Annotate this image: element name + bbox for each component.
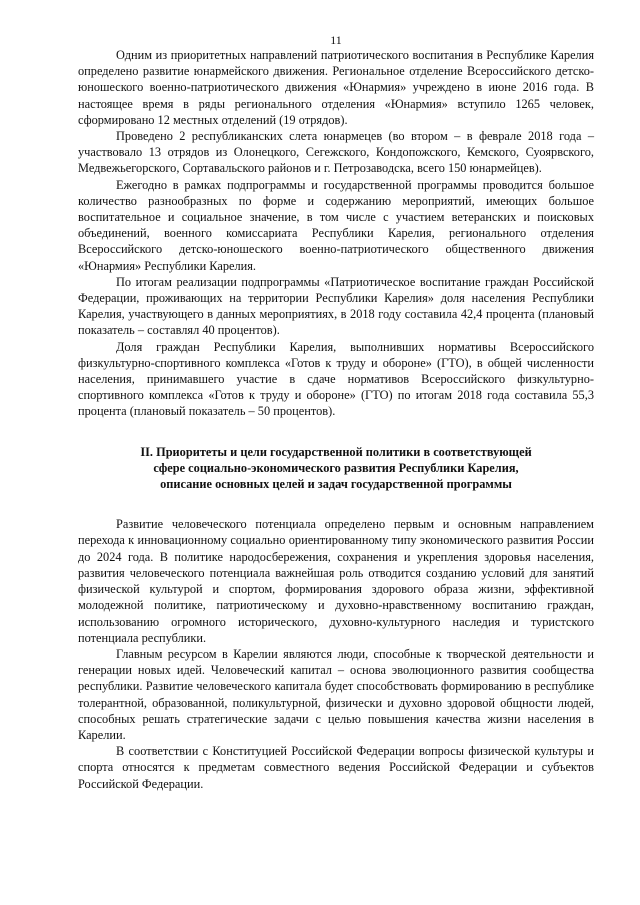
section-heading-line: сфере социально-экономического развития Республики Карелия, <box>153 460 519 475</box>
paragraph-constitution: В соответствии с Конституцией Российской Федерации вопросы физической культуры и спорта относятся к предметам совместного ведения Российской Федерации и субъектов Российской Федерации. <box>78 744 594 791</box>
paragraph-main-resource: Главным ресурсом в Карелии являются люди, способные к творческой деятельности и генерации новых идей. Человеческий капитал – основа эволюционного развития сообщества республики. Развитие человеческого капитала будет способствовать формированию в республике толерантной, образованной, поликультурной, физически и духовно здоровой общности людей, способных решать стратегические задачи с целью повышения качества жизни населения в Карелии. <box>78 646 594 742</box>
paragraph-annual-events: Ежегодно в рамках подпрограммы и государственной программы проводится большое количество разнообразных по форме и содержанию мероприятий, имеющих большое воспитательное и социальное значение, в том числе с участием ветеранских и поисковых объединений, военного комиссариата Республики Карелия, регионального отделения Всероссийского детско-юношеского военно-патриотического общественного движения «Юнармия» Республики Карелия. <box>78 177 594 273</box>
paragraph-yunarmiya-intro: Одним из приоритетных направлений патриотического воспитания в Республике Карелия определено развитие юнармейского движения. Региональное отделение Всероссийского детско-юношеского военно-патриотического движения «Юнармия» учреждено в июне 2016 года. В настоящее время в ряды регионального отделения «Юнармия» вступило 1265 человек, сформировано 12 местных отделений (19 отрядов). <box>78 48 594 127</box>
section-heading <box>78 444 594 493</box>
page-number: 11 <box>330 33 342 47</box>
paragraph-gto-results: Доля граждан Республики Карелия, выполнивших нормативы Всероссийского физкультурно-спортивного комплекса «Готов к труду и обороне» (ГТО), в общей численности населения, принимавшего участие в сдаче нормативов Всероссийского физкультурно-спортивного комплекса «Готов к труду и обороне» (ГТО) по итогам 2018 года составила 55,3 процента (плановый показатель – 50 процентов). <box>78 339 594 419</box>
section-heading-line: описание основных целей и задач государственной программы <box>160 477 512 492</box>
text-block-before <box>78 47 594 420</box>
paragraph-human-potential: Развитие человеческого потенциала определено первым и основным направлением перехода к инновационному социально ориентированному типу экономического развития России до 2024 года. В политике народосбережения, сохранения и укрепления здоровья населения, развития человеческого потенциала важнейшая роль отводится созданию условий для занятий физической культурой и спортом, формирования здорового образа жизни, эффективной молодежной политике, патриотическому и духовно-нравственному воспитанию граждан, использованию огромного исторического, духовно-культурного наследия и туристского потенциала республики. <box>78 517 594 645</box>
section-heading-line: II. Приоритеты и цели государственной политики в соответствующей <box>140 444 532 459</box>
text-block-after <box>78 516 594 791</box>
paragraph-patriotic-results: По итогам реализации подпрограммы «Патриотическое воспитание граждан Российской Федерации, проживающих на территории Республики Карелия» доля населения Республики Карелия, участвующего в данных мероприятиях, в 2018 году составила 42,4 процента (плановый показатель – составлял 40 процентов). <box>78 274 594 338</box>
section-spacer <box>78 492 594 516</box>
paragraph-rallies: Проведено 2 республиканских слета юнармецев (во втором – в феврале 2018 года – участвовало 13 отрядов из Олонецкого, Сегежского, Кондопожского, Кемского, Суоярвского, Медвежьегорского, Сортавальского районов и г. Петрозаводска, всего 150 юнармейцев). <box>78 129 594 176</box>
